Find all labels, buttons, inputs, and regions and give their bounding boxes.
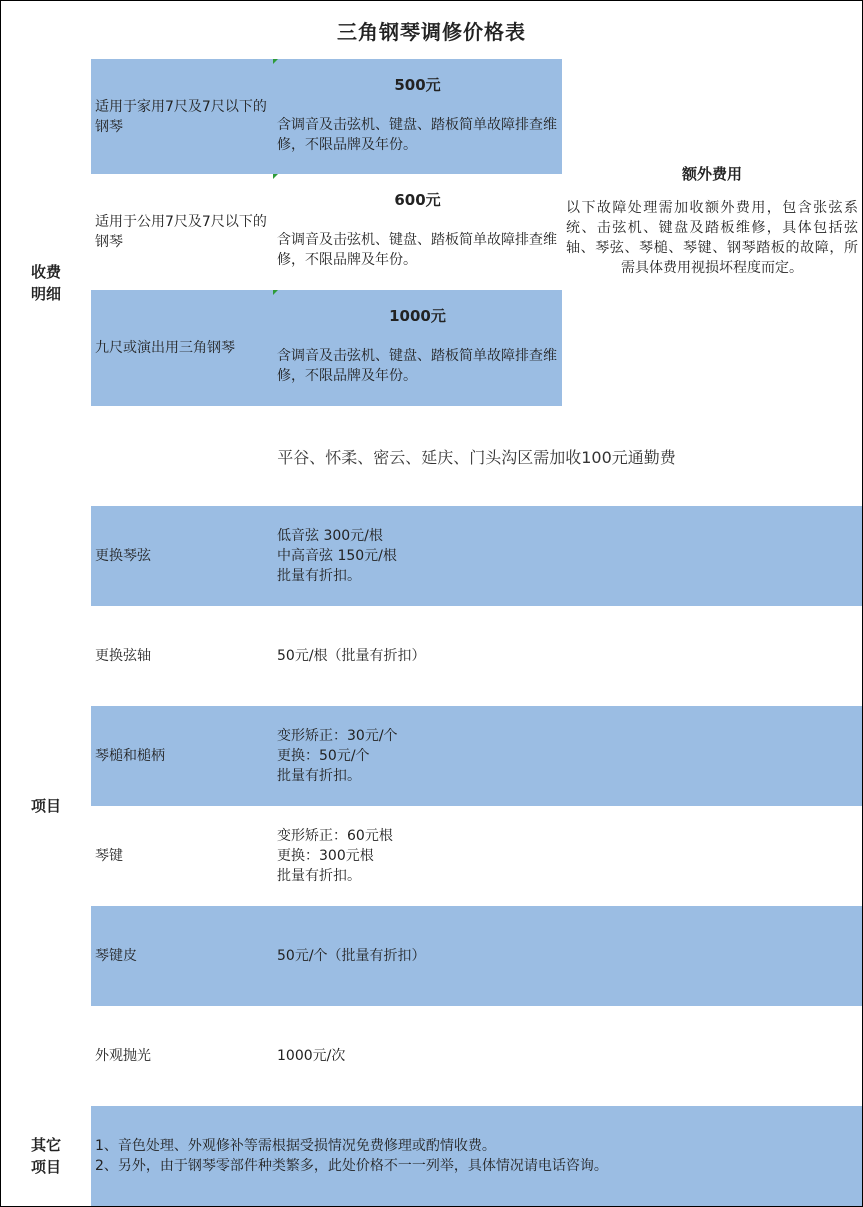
cell-comment-marker xyxy=(273,290,278,295)
fee-price: 600元 xyxy=(394,191,441,209)
item-value: 50元/根（批量有折扣） xyxy=(273,606,863,707)
item-label xyxy=(91,606,274,707)
item-label xyxy=(91,1006,274,1107)
fee-desc: 含调音及击弦机、键盘、踏板简单故障排查维修，不限品牌及年份。 xyxy=(277,232,557,268)
item-value: 低音弦 300元/根 中高音弦 150元/根 批量有折扣。 xyxy=(273,506,863,607)
item-label-text: 琴槌和槌柄 xyxy=(95,748,165,764)
item-label-text: 琴键皮 xyxy=(95,948,137,964)
other-items-text: 1、音色处理、外观修补等需根据受损情况免费修理或酌情收费。 2、另外，由于钢琴零部件种类繁多，此处价格不一一列举，具体情况请电话咨询。 xyxy=(91,1106,863,1207)
item-label xyxy=(91,906,274,1007)
fee-row-label-text: 适用于家用7尺及7尺以下的钢琴 xyxy=(95,98,267,135)
commute-fee-cell xyxy=(91,406,863,507)
fee-row-label xyxy=(91,174,274,291)
section-items-label: 项目 xyxy=(0,506,92,1107)
fee-desc: 含调音及击弦机、键盘、踏板简单故障排查维修，不限品牌及年份。 xyxy=(277,348,557,384)
cell-comment-marker xyxy=(273,174,278,179)
fee-row-price-cell xyxy=(273,59,563,175)
item-label xyxy=(91,806,274,907)
section-fees-label: 收费 明细 xyxy=(0,59,92,507)
fee-desc: 含调音及击弦机、键盘、踏板简单故障排查维修，不限品牌及年份。 xyxy=(277,117,557,153)
fee-price: 1000元 xyxy=(389,307,446,325)
item-value: 变形矫正：30元/个 更换：50元/个 批量有折扣。 xyxy=(273,706,863,807)
item-label-text: 琴键 xyxy=(95,848,123,864)
page-title: 三角钢琴调修价格表 xyxy=(0,0,863,60)
cell-comment-marker xyxy=(273,59,278,64)
item-label-text: 外观抛光 xyxy=(95,1048,151,1064)
commute-fee-text: 平谷、怀柔、密云、延庆、门头沟区需加收100元通勤费 xyxy=(277,447,676,467)
extra-fees-cell xyxy=(562,59,863,407)
item-value: 变形矫正：60元根 更换：300元根 批量有折扣。 xyxy=(273,806,863,907)
fee-row-label-text: 九尺或演出用三角钢琴 xyxy=(95,340,235,356)
item-value: 1000元/次 xyxy=(273,1006,863,1107)
fee-price: 500元 xyxy=(394,76,441,94)
fee-row-price-cell xyxy=(273,290,563,407)
extra-fees-heading: 额外费用 xyxy=(681,165,742,183)
fee-row-label xyxy=(91,290,274,407)
item-label xyxy=(91,706,274,807)
fee-row-label-text: 适用于公用7尺及7尺以下的钢琴 xyxy=(95,214,267,250)
fee-row-price-cell xyxy=(273,174,563,291)
fee-row-label xyxy=(91,59,274,175)
item-label xyxy=(91,506,274,607)
section-other-label: 其它 项目 xyxy=(0,1106,92,1207)
item-label-text: 更换弦轴 xyxy=(95,648,151,664)
extra-fees-body: 以下故障处理需加收额外费用，包含张弦系统、击弦机、键盘及踏板维修，具体包括弦轴、琴弦、琴槌、琴键、钢琴踏板的故障，所需具体费用视损坏程度而定。 xyxy=(566,200,858,276)
item-label-text: 更换琴弦 xyxy=(95,548,151,564)
item-value: 50元/个（批量有折扣） xyxy=(273,906,863,1007)
